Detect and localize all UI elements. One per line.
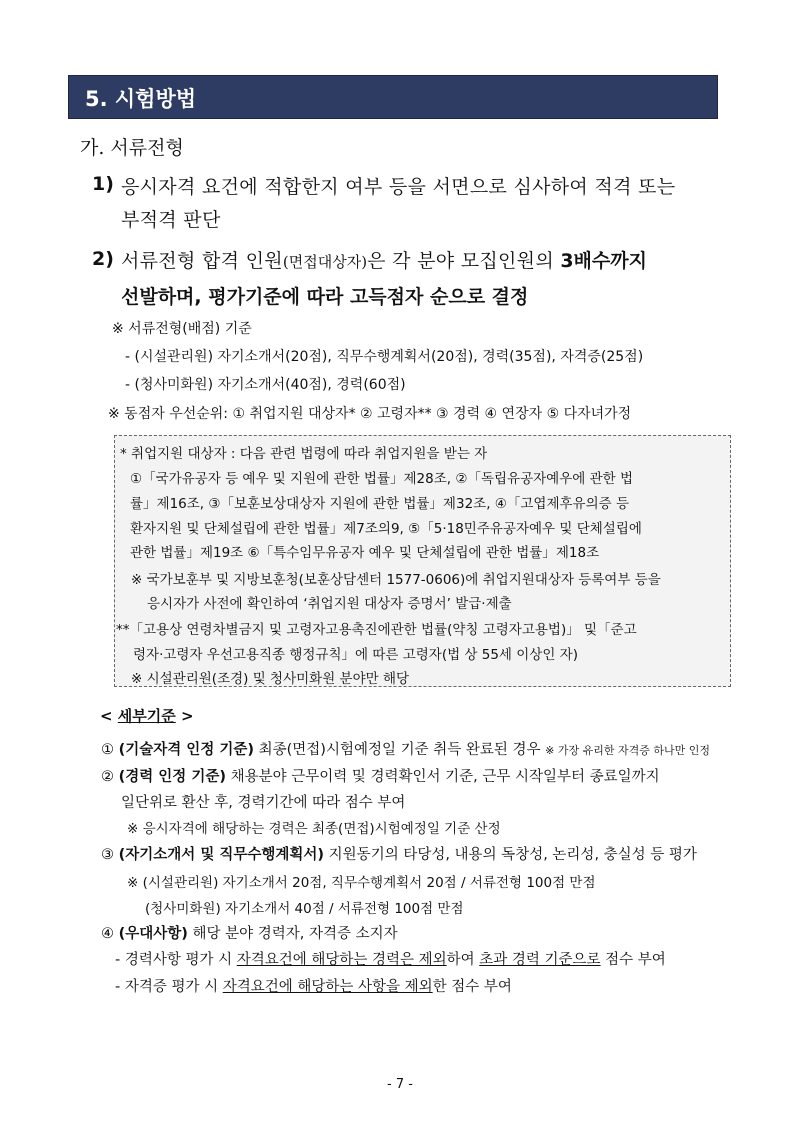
criterion-4-detail-2: - 자격증 평가 시 자격요건에 해당하는 사항을 제외한 점수 부여 <box>115 979 512 995</box>
page-number: - 7 - <box>387 1077 413 1092</box>
box-line-3: 률」제16조, ③「보훈보상대상자 지원에 관한 법률」제32조, ④「고엽제후유의증 등 <box>130 496 629 512</box>
box-line-1: * 취업지원 대상자 : 다음 관련 법령에 따라 취업지원을 받는 자 <box>120 446 488 462</box>
criterion-4-title: (우대사항) <box>118 926 188 942</box>
criterion-3-number: ③ <box>101 847 114 863</box>
criterion-4-detail-2-underline: 자격요건에 해당하는 사항을 제외 <box>222 979 433 995</box>
item-2-line1 <box>121 246 647 273</box>
criterion-3-note-1: ※ (시설관리원) 자기소개서 20점, 직무수행계획서 20점 / 서류전형 100점 만점 <box>127 875 596 891</box>
box-line-10: ※ 시설관리원(조경) 및 청사미화원 분야만 해당 <box>131 671 410 687</box>
criterion-4-number: ④ <box>101 926 114 942</box>
criterion-3 <box>101 843 697 864</box>
criterion-4-text: 해당 분야 경력자, 자격증 소지자 <box>187 926 398 942</box>
criterion-4 <box>101 922 398 943</box>
criterion-3-text: 지원동기의 타당성, 내용의 독창성, 논리성, 충실성 등 평가 <box>324 847 697 863</box>
tie-break-priority: ※ 동점자 우선순위: ① 취업지원 대상자* ② 고령자** ③ 경력 ④ 연장자 ⑤ 다자녀가정 <box>108 406 632 422</box>
criteria-heading-label: 세부기준 <box>117 707 176 725</box>
criterion-4-detail-1-underline-a: 자격요건에 해당하는 경력은 제외 <box>236 952 447 968</box>
section-title: 5. 시험방법 <box>85 87 197 111</box>
scoring-row-cleaning: - (청사미화원) 자기소개서(40점), 경력(60점) <box>125 377 406 393</box>
criterion-1-note: ※ 가장 유리한 자격증 하나만 인정 <box>545 744 710 757</box>
criterion-2-text: 채용분야 근무이력 및 경력확인서 기준, 근무 시작일부터 종료일까지 <box>226 769 660 785</box>
scoring-row-facility: - (시설관리원) 자기소개서(20점), 직무수행계획서(20점), 경력(35점), 자격증(25점) <box>125 349 644 365</box>
item-2-text-c: 은 각 분야 모집인원의 <box>367 250 561 272</box>
criterion-2-title: (경력 인정 기준) <box>118 769 227 785</box>
section-header-bar <box>68 75 718 119</box>
criterion-1-title: (기술자격 인정 기준) <box>118 742 255 758</box>
criterion-2 <box>101 765 660 786</box>
criterion-2-note: ※ 응시자격에 해당하는 경력은 최종(면접)시험예정일 기준 산정 <box>127 821 501 837</box>
criterion-4-detail-1: - 경력사항 평가 시 자격요건에 해당하는 경력은 제외하여 초과 경력 기준으로 점수 부여 <box>115 952 666 968</box>
box-line-2: ①「국가유공자 등 예우 및 지원에 관한 법률」제28조, ②「독립유공자예우에 관한 법 <box>130 471 633 487</box>
item-2-number: 2) <box>92 248 114 270</box>
criterion-4-detail-1-underline-b: 초과 경력 기준으로 <box>479 952 601 968</box>
scoring-heading: ※ 서류전형(배점) 기준 <box>112 321 252 337</box>
criterion-1 <box>101 738 710 759</box>
criteria-heading: < 세부기준 > <box>100 707 194 725</box>
criterion-1-text: 최종(면접)시험예정일 기준 취득 완료된 경우 <box>254 742 541 758</box>
criterion-3-title: (자기소개서 및 직무수행계획서) <box>118 847 325 863</box>
box-line-5: 관한 법률」제19조 ⑥「특수임무유공자 예우 및 단체설립에 관한 법률」제18조 <box>130 545 600 561</box>
box-line-9: 령자·고령자 우선고용직종 행정규칙」에 따른 고령자(법 상 55세 이상인 자) <box>133 647 578 663</box>
box-line-4: 환자지원 및 단체설립에 관한 법률」제7조의9, ⑤「5·18민주유공자예우 및 단체설립에 <box>130 521 642 537</box>
box-line-8: **「고용상 연령차별금지 및 고령자고용촉진에관한 법률(약칭 고령자고용법)」 및「준고 <box>116 622 637 638</box>
criterion-2-number: ② <box>101 769 114 785</box>
item-1-number: 1) <box>92 173 114 195</box>
item-2-line2: 선발하며, 평가기준에 따라 고득점자 순으로 결정 <box>121 286 529 308</box>
criterion-1-number: ① <box>101 742 114 758</box>
item-1-line2: 부적격 판단 <box>121 209 221 231</box>
criterion-3-note-2: (청사미화원) 자기소개서 40점 / 서류전형 100점 만점 <box>145 901 464 917</box>
item-2-text-a: 서류전형 합격 인원 <box>121 250 283 272</box>
item-1-line1: 응시자격 요건에 적합한지 여부 등을 서면으로 심사하여 적격 또는 <box>121 176 676 198</box>
subsection-title: 가. 서류전형 <box>80 137 184 159</box>
criterion-2-line2: 일단위로 환산 후, 경력기간에 따라 점수 부여 <box>121 795 406 811</box>
item-2-text-b: (면접대상자) <box>282 253 368 271</box>
box-line-6: ※ 국가보훈부 및 지방보훈청(보훈상담센터 1577-0606)에 취업지원대상자 등록여부 등을 <box>131 572 661 588</box>
item-2-text-d: 3배수까지 <box>560 250 647 272</box>
box-line-7: 응시자가 사전에 확인하여 ‘취업지원 대상자 증명서’ 발급·제출 <box>147 596 512 612</box>
